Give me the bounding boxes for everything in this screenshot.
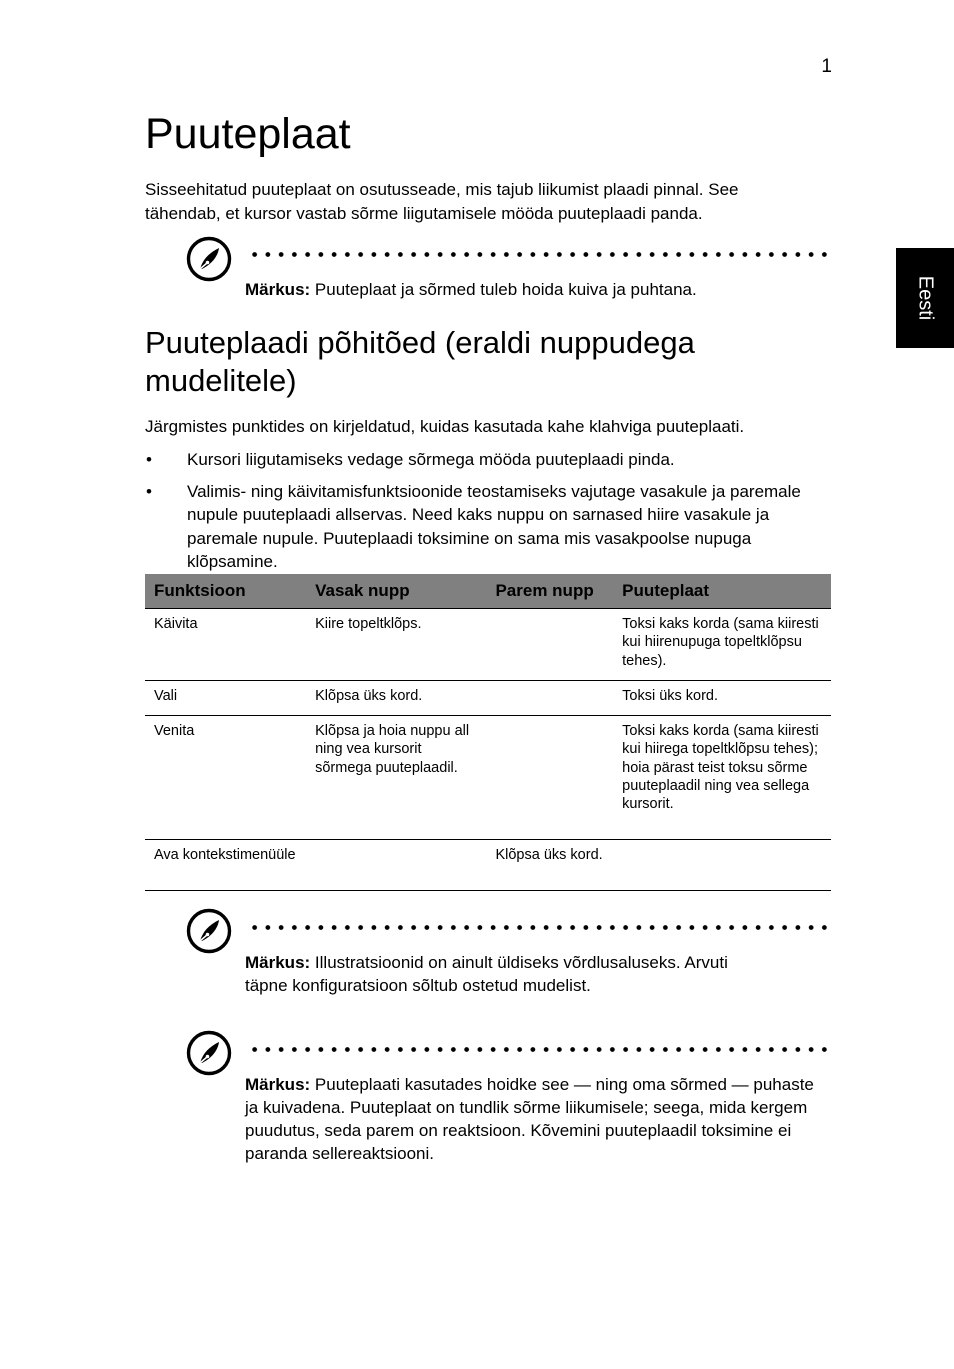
section-title: Puuteplaadi põhitõed (eraldi nuppudega mudelitele) [145,325,695,398]
note-divider [248,1047,830,1052]
table-cell: Toksi üks kord. [613,680,831,715]
table-cell: Käivita [145,609,306,681]
note-pen-icon [186,1030,232,1076]
table-cell [306,840,486,891]
note-text [245,951,765,997]
table-cell [486,716,613,840]
table-cell [486,680,613,715]
bullet-marker: • [146,482,152,501]
function-table [145,574,831,891]
table-cell [486,609,613,681]
table-cell: Toksi kaks korda (sama kiiresti kui hiirenupuga topeltklõpsu tehes). [613,609,831,681]
page-title: Puuteplaat [145,110,351,158]
table-cell: Klõpsa üks kord. [486,840,613,891]
note-pen-icon [186,908,232,954]
table-row [145,840,831,891]
section-intro: Järgmistes punktides on kirjeldatud, kuidas kasutada kahe klahviga puuteplaati. [145,417,745,436]
table-cell [613,840,831,891]
intro-paragraph: Sisseehitatud puuteplaat on osutusseade, mis tajub liikumist plaadi pinnal. See tähendab, et kursor vastab sõrme liigutamisele mööda puuteplaadi panda. [145,180,739,223]
table-cell: Kiire topeltklõps. [306,609,486,681]
column-header: Puuteplaat [613,574,831,609]
note-text [245,278,835,301]
table-cell: Ava kontekstimenüüle [145,840,306,891]
column-header: Parem nupp [486,574,613,609]
table-cell: Vali [145,680,306,715]
note-text [245,1073,820,1165]
bullet-item: Kursori liigutamiseks vedage sõrmega mööda puuteplaadi pinda. [187,450,675,469]
table-row [145,716,831,840]
table-cell: Klõpsa ja hoia nuppu all ning vea kursorit sõrmega puuteplaadil. [306,716,486,840]
note-label: Märkus: [245,280,311,299]
table-row [145,680,831,715]
table-header-row [145,574,831,609]
table-row [145,609,831,681]
note-divider [248,925,830,930]
language-tab-label: Eesti [914,275,937,321]
column-header: Funktsioon [145,574,306,609]
note-body: Puuteplaati kasutades hoidke see — ning oma sõrmed — puhaste ja kuivadena. Puuteplaat on tundlik sõrme liikumisele; seega, mida kergem puudutus, seda parem on reaktsioon. Kõvemini puuteplaadil toksimine ei paranda sellereaktsiooni. [245,1075,814,1163]
language-tab [896,248,954,348]
column-header: Vasak nupp [306,574,486,609]
note-label: Märkus: [245,1075,311,1094]
table-cell: Klõpsa üks kord. [306,680,486,715]
note-pen-icon [186,236,232,282]
bullet-marker: • [146,450,152,469]
table-cell: Venita [145,716,306,840]
note-label: Märkus: [245,953,311,972]
table-cell: Toksi kaks korda (sama kiiresti kui hiirega topeltklõpsu tehes); hoia pärast teist toksu sõrme puuteplaadil ning vea sellega kursorit. [613,716,831,840]
page-number: 1 [821,56,832,77]
note-body: Illustratsioonid on ainult üldiseks võrdlusaluseks. Arvuti täpne konfiguratsioon sõltub ostetud mudelist. [245,953,728,995]
note-body: Puuteplaat ja sõrmed tuleb hoida kuiva ja puhtana. [310,280,697,299]
bullet-item: Valimis- ning käivitamisfunktsioonide teostamiseks vajutage vasakule ja paremale nupule puuteplaadi allservas. Need kaks nuppu on sarnased hiire vasakule ja paremale nupule. Puuteplaadi toksimine on sama mis vasakpoolse nupuga klõpsamine. [187,482,801,571]
note-divider [248,252,830,257]
